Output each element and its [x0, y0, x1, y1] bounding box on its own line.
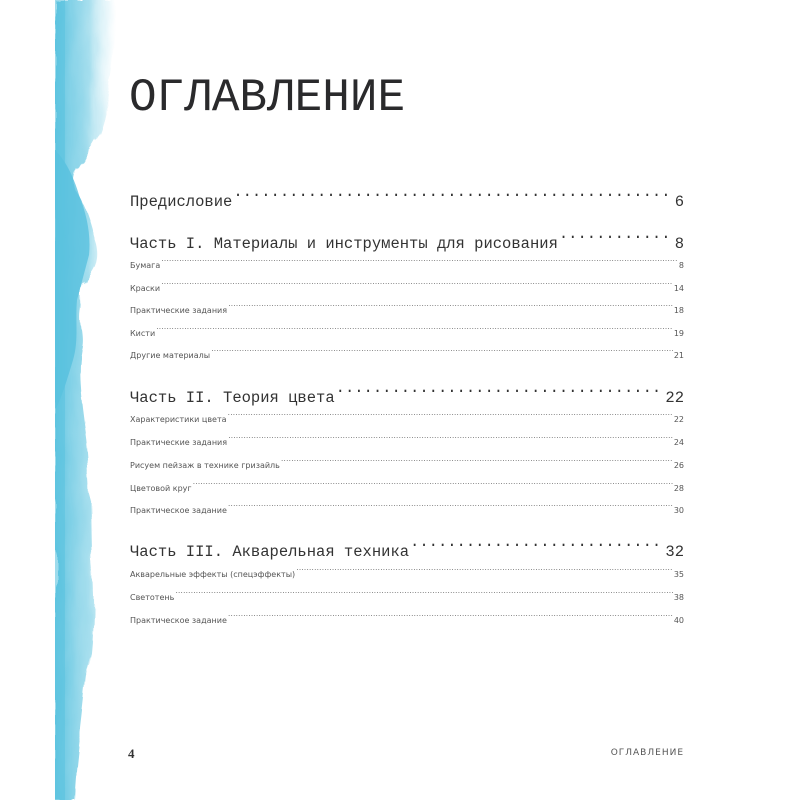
toc-item-page: 22	[673, 415, 684, 424]
toc-item-page: 24	[673, 438, 684, 447]
toc-item-page: 30	[673, 506, 684, 515]
dot-leader	[161, 260, 678, 268]
toc-item[interactable]	[130, 591, 684, 605]
toc-item[interactable]	[130, 349, 684, 363]
toc-item[interactable]	[130, 482, 684, 496]
dot-leader	[233, 190, 673, 206]
toc-part-1[interactable]	[130, 232, 684, 254]
toc-item-label: Рисуем пейзаж в технике гризайль	[130, 461, 280, 470]
toc-item[interactable]	[130, 327, 684, 341]
dot-leader	[161, 283, 673, 291]
toc-item-page: 18	[673, 306, 684, 315]
toc-item[interactable]	[130, 413, 684, 427]
dot-leader	[336, 386, 665, 402]
running-header: ОГЛАВЛЕНИЕ	[610, 748, 684, 758]
toc-item-label: Практические задания	[130, 438, 228, 447]
toc-part-2[interactable]	[130, 386, 684, 408]
toc-part-page: 32	[665, 542, 684, 561]
dot-leader	[410, 540, 664, 556]
dot-leader	[228, 305, 673, 313]
toc-item[interactable]	[130, 304, 684, 318]
toc-item-label: Практическое задание	[130, 616, 227, 625]
toc-item-label: Практические задания	[130, 306, 228, 315]
dot-leader	[193, 483, 673, 491]
toc-item-label: Бумага	[130, 261, 161, 270]
toc-item-page: 38	[673, 593, 684, 602]
dot-leader	[175, 592, 673, 600]
toc-item-label: Характеристики цвета	[130, 415, 227, 424]
toc-item-label: Краски	[130, 284, 161, 293]
toc-item-label: Цветовой круг	[130, 484, 192, 493]
toc-item-page: 35	[673, 570, 684, 579]
toc-item[interactable]	[130, 282, 684, 296]
toc-item-label: Акварельные эффекты (спецэффекты)	[130, 570, 296, 579]
toc-item-page: 8	[678, 261, 684, 270]
dot-leader	[228, 615, 673, 623]
toc-part-page: 22	[665, 388, 684, 407]
toc-item-label: Другие материалы	[130, 351, 211, 360]
toc-item-label: Светотень	[130, 593, 175, 602]
toc-item-page: 19	[673, 329, 684, 338]
page-number: 4	[128, 746, 135, 761]
toc-part-label: Часть II. Теория цвета	[130, 388, 335, 407]
toc-item[interactable]	[130, 459, 684, 473]
page-title: ОГЛАВЛЕНИЕ	[129, 72, 406, 124]
toc-item[interactable]	[130, 436, 684, 450]
toc-item[interactable]	[130, 504, 684, 518]
dot-leader	[559, 232, 674, 248]
dot-leader	[228, 505, 673, 513]
toc-item-label: Кисти	[130, 329, 156, 338]
dot-leader	[296, 569, 673, 577]
dot-leader	[281, 460, 673, 468]
toc-part-label: Часть III. Акварельная техника	[130, 542, 410, 561]
dot-leader	[211, 350, 673, 358]
toc-item-page: 14	[673, 284, 684, 293]
toc-item-page: 26	[673, 461, 684, 470]
toc-item[interactable]	[130, 614, 684, 628]
toc-part-page: 8	[674, 234, 684, 253]
toc-item[interactable]	[130, 568, 684, 582]
toc-entry-label: Предисловие	[130, 192, 233, 211]
toc-part-3[interactable]	[130, 540, 684, 562]
dot-leader	[156, 328, 673, 336]
toc-entry-preface[interactable]	[130, 190, 684, 212]
toc-item-label: Практическое задание	[130, 506, 227, 515]
toc-part-label: Часть I. Материалы и инструменты для рисования	[130, 234, 558, 253]
toc-item[interactable]	[130, 259, 684, 273]
dot-leader	[228, 414, 673, 422]
toc-item-page: 28	[673, 484, 684, 493]
toc-item-page: 40	[673, 616, 684, 625]
toc-item-page: 21	[673, 351, 684, 360]
toc-entry-page: 6	[674, 192, 684, 211]
dot-leader	[228, 437, 673, 445]
